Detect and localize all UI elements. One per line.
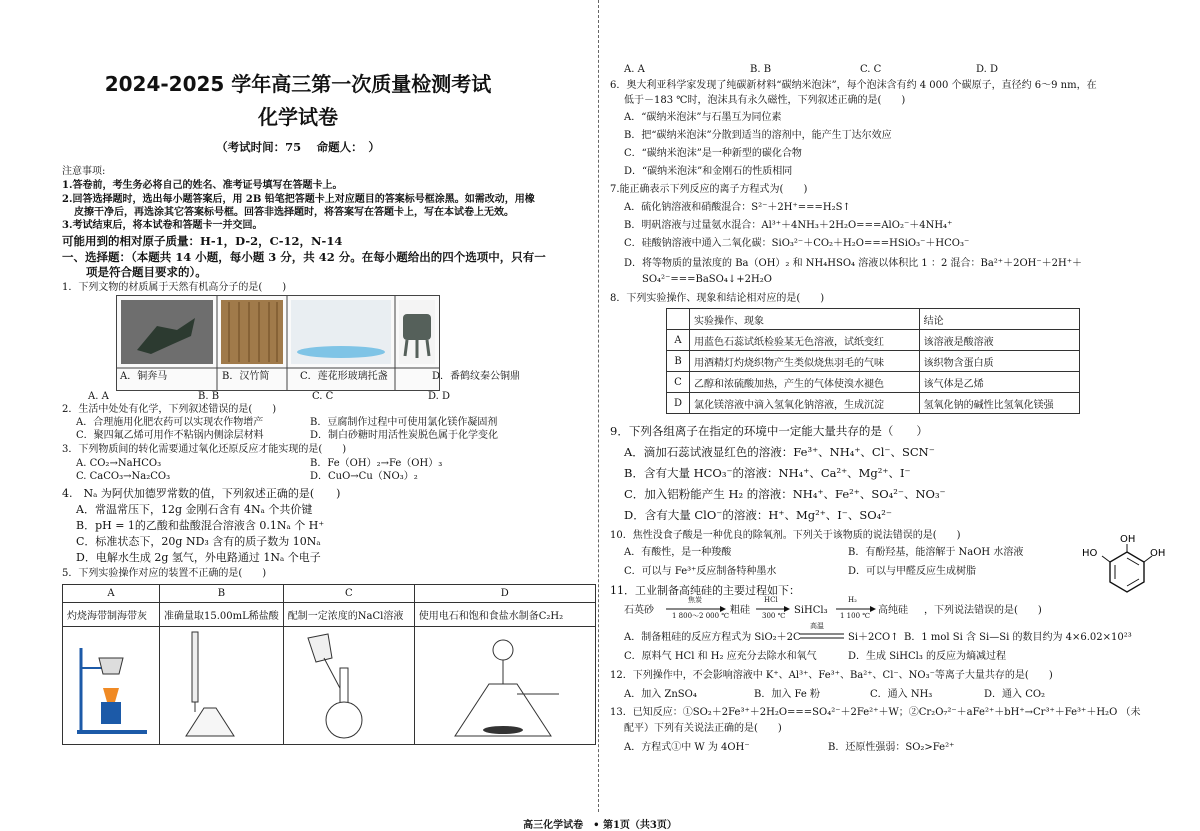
q1-caption-a: A．铜奔马 [120,371,168,382]
table-cell: C [667,372,690,393]
q5-answer-b: B. B [750,64,772,75]
table-row [667,330,1080,351]
process-pure-si: 高纯硅 [878,605,908,616]
q4-option-a: A．常温常压下，12g 金刚石含有 4Nₐ 个共价键 [76,503,313,516]
q4-stem: 4. Nₐ 为阿伏加德罗常数的值，下列叙述正确的是( ) [62,487,341,500]
q3-option-d: D．CuO→Cu（NO₃）₂ [310,471,418,482]
table-cell [160,627,284,745]
process-question: ，下列说法错误的是( ) [924,605,1042,616]
q12-option-b: B．加入 Fe 粉 [754,689,821,700]
ding-icon [403,314,431,340]
table-cell [283,627,414,745]
q1-answer-b: B. B [198,391,220,402]
q13-stem-cont: 配平）下列有关说法正确的是( ) [624,723,782,734]
q1-caption-d: D．番鹤纹秦公铜鼎 [432,371,521,382]
process-condition: 300 ℃ [762,612,786,620]
q11-option-a: A．制备粗硅的反应方程式为 SiO₂＋2C [624,632,801,643]
crucible-apparatus-icon [67,628,155,740]
table-row [63,627,596,745]
process-sihcl3: SiHCl₃ [794,605,828,616]
q5-answer-a: A. A [624,64,645,75]
table-cell [63,627,160,745]
table-header: 实验操作、现象 [690,309,920,330]
column-divider [598,0,599,812]
bamboo-slips-photo [221,300,283,364]
table-row [63,585,596,603]
table-cell [414,627,595,745]
q1-answer-d: D. D [428,391,451,402]
q4-option-d: D．电解水生成 2g 氢气，外电路通过 1Nₐ 个电子 [76,551,321,564]
q9-option-d: D．含有大量 ClO⁻的溶液：H⁺、Mg²⁺、I⁻、SO₄²⁻ [624,508,892,522]
table-header: 结论 [919,309,1079,330]
q10-option-c: C．可以与 Fe³⁺反应制备特种墨水 [624,566,777,577]
q6-option-a: A．“碳纳米泡沫”与石墨互为同位素 [624,112,782,123]
note-item: 3.考试结束后，将本试卷和答题卡一并交回。 [62,220,263,231]
note-item: 皮擦干净后，再选涂其它答案标号框。回答非选择题时，将答案写在答题卡上，写在本试卷上无效。 [74,207,514,218]
table-header: D [414,585,595,603]
note-item: 1.答卷前，考生务必将自己的姓名、准考证号填写在答题卡上。 [62,180,343,191]
saucer-icon [297,346,385,358]
notes-heading: 注意事项: [62,166,106,177]
table-header: B [160,585,284,603]
q11-condition: 高温 [810,622,824,630]
q8-table [666,308,1080,414]
q7-option-b: B．明矾溶液与过量氨水混合：Al³⁺＋4NH₃＋2H₂O===AlO₂⁻＋4NH₄⁺ [624,220,953,231]
q3-option-c: C. CaCO₃→Na₂CO₃ [76,471,171,482]
table-header [667,309,690,330]
q10-option-b: B．有酚羟基，能溶解于 NaOH 水溶液 [848,547,1024,558]
q11-option-c: C．原料气 HCl 和 H₂ 应充分去除水和氧气 [624,651,817,662]
q9-option-b: B．含有大量 HCO₃⁻的溶液：NH₄⁺、Ca²⁺、Mg²⁺、I⁻ [624,466,911,480]
equals-arrow-icon [800,631,844,641]
section-heading-cont: 项是符合题目要求的）。 [86,265,207,279]
oh-label: OH [1150,548,1166,559]
table-row [63,603,596,627]
process-crude-si: 粗硅 [730,605,750,616]
process-reagent: 焦炭 [688,596,702,604]
arrow-icon [836,604,876,614]
q10-option-d: D．可以与甲醛反应生成树脂 [848,566,977,577]
q7-option-d-cont: SO₄²⁻===BaSO₄↓+2H₂O [642,274,772,285]
table-header: A [63,585,160,603]
process-start: 石英砂 [624,605,654,616]
process-reagent: H₂ [848,596,857,604]
q1-caption-b: B．汉竹简 [222,371,270,382]
burette-apparatus-icon [164,628,252,740]
q6-stem-cont: 低于－183 ℃时，泡沫具有永久磁性，下列叙述正确的是( ) [624,95,906,106]
q9-stem: 9．下列各组离子在指定的环境中一定能大量共存的是（ ） [610,424,928,438]
exam-info: （考试时间：75 命题人： ） [216,140,380,154]
page-footer: 高三化学试卷 • 第1页（共3页） [523,820,677,831]
q2-option-d: D．制白砂糖时用活性炭脱色属于化学变化 [310,430,499,441]
q4-option-c: C．标准状态下，20g ND₃ 含有的质子数为 10Nₐ [76,535,321,548]
q5-answer-c: C. C [860,64,882,75]
table-row [667,393,1080,414]
table-cell: 乙醇和浓硫酸加热，产生的气体使溴水褪色 [690,372,920,393]
q5-stem: 5．下列实验操作对应的装置不正确的是( ) [62,568,267,579]
table-cell: D [667,393,690,414]
q13-option-b: B．还原性强弱：SO₂>Fe²⁺ [828,742,955,753]
exam-title: 2024-2025 学年高三第一次质量检测考试 [104,72,492,96]
table-cell: 准确量取15.00mL稀盐酸 [160,603,284,627]
gas-generator-icon [419,628,591,740]
q11-option-a-tail: Si＋2CO↑ [848,632,899,643]
q8-stem: 8．下列实验操作、现象和结论相对应的是( ) [610,293,825,304]
process-reagent: HCl [764,596,778,604]
table-cell: 该气体是乙烯 [919,372,1079,393]
process-condition: 1 800～2 000 ℃ [672,612,730,620]
q3-stem: 3．下列物质间的转化需要通过氧化还原反应才能实现的是( ) [62,444,347,455]
q10-option-a: A．有酸性，是一种羧酸 [624,547,732,558]
q3-option-b: B．Fe（OH）₂→Fe（OH）₃ [310,458,443,469]
q7-stem: 7.能正确表示下列反应的离子方程式为( ) [610,184,808,195]
q2-option-b: B．豆腐制作过程中可使用氯化镁作凝固剂 [310,417,498,428]
table-row [667,309,1080,330]
right-column [604,0,1194,812]
table-cell: 配制一定浓度的NaCl溶液 [283,603,414,627]
volumetric-flask-icon [288,628,410,740]
table-cell: 使用电石和饱和食盐水制备C₂H₂ [414,603,595,627]
section-heading: 一、选择题：（本题共 14 小题，每小题 3 分，共 42 分。在每小题给出的四个选项中，只有一 [62,250,546,264]
q5-answer-d: D. D [976,64,999,75]
left-column [0,0,596,812]
table-header: C [283,585,414,603]
oh-label: OH [1120,534,1136,545]
q1-caption-c: C．莲花形玻璃托盏 [300,371,388,382]
pyrogallol-structure-icon [1082,532,1172,598]
q9-option-a: A．滴加石蕊试液显红色的溶液：Fe³⁺、NH₄⁺、Cl⁻、SCN⁻ [624,445,935,459]
q1-answer-c: C. C [312,391,334,402]
q6-stem: 6．奥大利亚科学家发现了纯碳新材料“碳纳米泡沫”，每个泡沫含有约 4 000 个碳原子，直径约 6～9 nm，在 [610,80,1097,91]
q12-option-c: C．通入 NH₃ [870,689,933,700]
process-condition: 1 100 ℃ [840,612,871,620]
note-item: 2.回答选择题时，选出每小题答案后，用 2B 铅笔把答题卡上对应题目的答案标号框涂黑。如需改动，用橡 [62,194,535,205]
q3-option-a: A. CO₂→NaHCO₃ [76,458,162,469]
table-cell: 用酒精灯灼烧织物产生类似烧焦羽毛的气味 [690,351,920,372]
table-cell: 灼烧海带制海带灰 [63,603,160,627]
table-cell: B [667,351,690,372]
q12-option-d: D．通入 CO₂ [984,689,1046,700]
table-cell: 该织物含蛋白质 [919,351,1079,372]
q11-option-b: B．1 mol Si 含 Si—Si 的数目约为 4×6.02×10²³ [904,632,1132,643]
arrow-icon [666,604,726,614]
table-row [667,372,1080,393]
table-cell: 该溶液是酸溶液 [919,330,1079,351]
table-cell: 用蓝色石蕊试纸检验某无色溶液，试纸变红 [690,330,920,351]
q11-option-d: D．生成 SiHCl₃ 的反应为熵减过程 [848,651,1007,662]
table-cell: 氢氧化钠的碱性比氢氧化镁强 [919,393,1079,414]
q7-option-c: C．硅酸钠溶液中通入二氧化碳：SiO₃²⁻＋CO₂＋H₂O===HSiO₃⁻＋HCO₃⁻ [624,238,970,249]
table-cell: 氯化镁溶液中滴入氢氧化钠溶液，生成沉淀 [690,393,920,414]
q7-option-d: D．将等物质的量浓度的 Ba（OH）₂ 和 NH₄HSO₄ 溶液以体积比 1 ：2 混合：Ba²⁺＋2OH⁻＋2H⁺＋ [624,258,1083,269]
q9-option-c: C．加入铝粉能产生 H₂ 的溶液：NH₄⁺、Fe²⁺、SO₄²⁻、NO₃⁻ [624,487,946,501]
q13-stem: 13．已知反应：①SO₂＋2Fe³⁺＋2H₂O===SO₄²⁻＋2Fe²⁺＋W；②Cr₂O₇²⁻＋aFe²⁺＋bH⁺→Cr³⁺＋Fe³⁺＋H₂O （未 [610,707,1141,718]
table-row [667,351,1080,372]
q11-stem: 11．工业制备高纯硅的主要过程如下： [610,584,800,597]
q1-stem: 1．下列文物的材质属于天然有机高分子的是( ) [62,282,287,293]
q5-table [62,584,596,745]
q6-option-d: D．“碳纳米泡沫”和金刚石的性质相同 [624,166,793,177]
q6-option-b: B．把“碳纳米泡沫”分散到适当的溶剂中，能产生丁达尔效应 [624,130,892,141]
table-cell: A [667,330,690,351]
atomic-mass: 可能用到的相对原子质量：H-1，D-2，C-12，N-14 [62,234,343,248]
q12-stem: 12．下列操作中，不会影响溶液中 K⁺、Al³⁺、Fe³⁺、Ba²⁺、Cl⁻、NO₃⁻等离子大量共存的是( ) [610,670,1053,681]
q10-stem: 10．焦性没食子酸是一种优良的除氧剂。下列关于该物质的说法错误的是( ) [610,530,961,541]
q13-option-a: A．方程式①中 W 为 4OH⁻ [624,742,750,753]
q6-option-c: C．“碳纳米泡沫”是一种新型的碳化合物 [624,148,802,159]
q12-option-a: A．加入 ZnSO₄ [624,689,697,700]
q2-option-c: C．聚四氟乙烯可用作不粘锅内侧涂层材料 [76,430,264,441]
exam-subject: 化学试卷 [258,105,338,129]
arrow-icon [756,604,790,614]
q7-option-a: A．硫化钠溶液和硝酸混合：S²⁻＋2H⁺===H₂S↑ [624,202,851,213]
q4-option-b: B．pH = 1的乙酸和盐酸混合溶液含 0.1Nₐ 个 H⁺ [76,519,325,532]
q2-stem: 2．生活中处处有化学，下列叙述错误的是( ) [62,404,277,415]
q2-option-a: A．合理施用化肥农药可以实现农作物增产 [76,417,264,428]
ho-label: HO [1082,548,1098,559]
q1-answer-a: A. A [88,391,109,402]
